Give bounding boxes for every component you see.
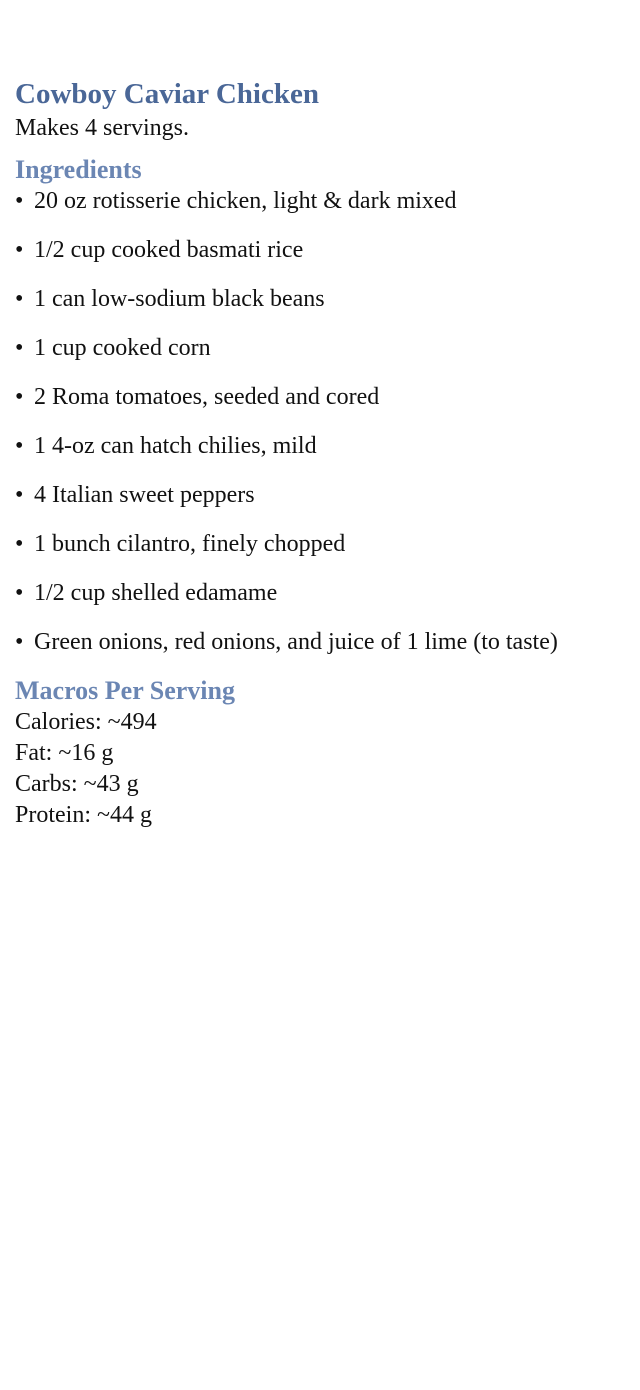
bullet-icon: •	[15, 433, 24, 459]
ingredient-item	[15, 382, 630, 413]
ingredient-text: 1/2 cup cooked basmati rice	[34, 237, 304, 263]
bullet-icon: •	[15, 482, 24, 508]
bullet-icon: •	[15, 286, 24, 312]
ingredients-list	[15, 186, 630, 658]
ingredient-item	[15, 480, 630, 511]
ingredient-text: 20 oz rotisserie chicken, light & dark mixed	[34, 188, 457, 214]
ingredients-heading: Ingredients	[15, 155, 142, 184]
ingredient-text: 1 4-oz can hatch chilies, mild	[34, 433, 317, 459]
ingredient-item	[15, 284, 630, 315]
ingredient-item	[15, 578, 630, 609]
ingredient-text: 4 Italian sweet peppers	[34, 482, 255, 508]
ingredient-item	[15, 186, 630, 217]
ingredient-text: 1/2 cup shelled edamame	[34, 580, 278, 606]
ingredient-item	[15, 235, 630, 266]
bullet-icon: •	[15, 629, 24, 655]
bullet-icon: •	[15, 188, 24, 214]
ingredient-text: 1 can low-sodium black beans	[34, 286, 325, 312]
servings-note: Makes 4 servings.	[15, 115, 189, 141]
macros-list	[15, 707, 630, 831]
macro-fat: Fat: ~16 g	[15, 740, 114, 766]
macro-protein: Protein: ~44 g	[15, 802, 152, 828]
recipe-document	[15, 76, 630, 831]
ingredient-text: Green onions, red onions, and juice of 1 lime (to taste)	[34, 629, 558, 655]
ingredient-text: 1 bunch cilantro, finely chopped	[34, 531, 346, 557]
ingredient-text: 1 cup cooked corn	[34, 335, 211, 361]
recipe-title: Cowboy Caviar Chicken	[15, 78, 319, 110]
macro-carbs: Carbs: ~43 g	[15, 771, 139, 797]
ingredient-item	[15, 529, 630, 560]
bullet-icon: •	[15, 335, 24, 361]
ingredient-item	[15, 333, 630, 364]
bullet-icon: •	[15, 580, 24, 606]
ingredient-item	[15, 627, 630, 658]
macros-heading: Macros Per Serving	[15, 676, 235, 705]
ingredient-text: 2 Roma tomatoes, seeded and cored	[34, 384, 380, 410]
ingredient-item	[15, 431, 630, 462]
bullet-icon: •	[15, 237, 24, 263]
bullet-icon: •	[15, 531, 24, 557]
macro-calories: Calories: ~494	[15, 709, 157, 735]
bullet-icon: •	[15, 384, 24, 410]
